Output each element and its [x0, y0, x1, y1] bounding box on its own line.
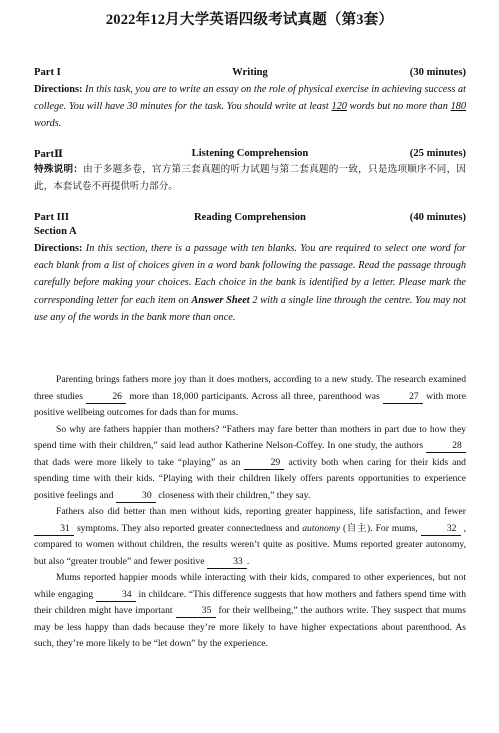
part1-directions-label: Directions: — [34, 84, 83, 95]
part2-time: (25 minutes) — [409, 148, 466, 159]
blank-28[interactable]: 28 — [426, 440, 466, 453]
blank-35[interactable]: 35 — [176, 605, 216, 618]
passage-paragraph-3: Fathers also did better than men without kids, reporting greater happiness, life satisfaction, and fewer 31 symptoms. They also reported greater connectedness and autonomy (自主). For mums, 32 , compared to women without children, the results weren’t quite as positive. Mums reported greater autonomy, but also “greater trouble” and fewer positive 33 . — [34, 506, 467, 567]
part1-directions — [34, 81, 466, 133]
blank-31[interactable]: 31 — [34, 523, 74, 536]
answer-sheet-label: Answer Sheet — [191, 294, 250, 306]
blank-30[interactable]: 30 — [116, 490, 156, 503]
passage-paragraph-1: Parenting brings fathers more joy than it does mothers, according to a new study. The research examined three studies 26 more than 18,000 participants. Across all three, parenthood was 27 with more positive wellbeing outcomes for dads than for mums. — [34, 374, 467, 418]
part2-header — [34, 148, 466, 160]
part1-time: (30 minutes) — [409, 67, 466, 78]
part3-directions-text-a: In this section, there is a passage with ten blanks. You are required to select one word for each blank from a list of choices given in a word bank following the passage. Read the passage through carefully before making your choices. Each choice in the bank is identified by a letter. Please mark the corresponding letter for each item on — [34, 243, 466, 306]
part1-max-words: 180 — [450, 101, 467, 113]
blank-29[interactable]: 29 — [244, 457, 284, 470]
part1-directions-text-c: words. — [34, 118, 62, 130]
part3-directions — [34, 240, 466, 326]
part1-min-words: 120 — [331, 101, 347, 113]
part1-header — [34, 67, 466, 78]
part1-name: Writing — [232, 67, 268, 78]
part2-note — [34, 161, 466, 195]
part3-label: Part III — [34, 212, 70, 223]
part3-time: (40 minutes) — [409, 212, 466, 223]
part1-directions-text-b: words but no more than — [349, 101, 448, 113]
blank-27[interactable]: 27 — [383, 391, 423, 404]
section-a-heading: Section A — [34, 226, 77, 237]
part2-name: Listening Comprehension — [191, 148, 309, 159]
passage-paragraph-4: Mums reported happier moods while interacting with their kids, compared to other experiences, but not while engaging 34 in childcare. “This difference suggests that how mothers and fathers spend time with their children might have important 35 for their wellbeing,” the authors write. They suspect that mums may be less happy than dads because they’re more likely to have higher expectations about parenthood. As such, they’re more likely to be “let down” by the experience. — [34, 572, 467, 649]
reading-passage — [34, 372, 466, 653]
document-title: 2022年12月大学英语四级考试真题（第3套） — [105, 12, 394, 28]
part1-label: Part I — [34, 67, 61, 78]
blank-33[interactable]: 33 — [207, 556, 247, 569]
part3-directions-text-b: 2 with a single line through the centre. You may not use any of the words in the bank more than once. — [34, 294, 467, 323]
part2-note-text: 由于多题多卷，官方第三套真题的听力试题与第二套真题的一致，只是选项顺序不同，因此，本套试卷不再提供听力部分。 — [34, 164, 467, 193]
part2-label: PartⅡ — [34, 149, 63, 160]
part2-note-label: 特殊说明： — [34, 164, 84, 175]
part3-header — [34, 212, 466, 223]
part3-name: Reading Comprehension — [194, 212, 306, 223]
part1-directions-text-a: In this task, you are to write an essay on the role of physical exercise in achieving success at college. You will have 30 minutes for the task. You should write at least — [34, 84, 466, 113]
passage-paragraph-2: So why are fathers happier than mothers? “Fathers may fare better than mothers in part due to how they spend time with their children,” said lead author Katherine Nelson-Coffey. In one study, the authors 28 that dads were more likely to take “playing” as an 29 activity both when caring for their kids and spending time with their kids. “Playing with their children likely offers parents opportunities to experience positive feelings and 30 closeness with their children,” they say. — [34, 423, 466, 501]
blank-34[interactable]: 34 — [96, 589, 136, 602]
blank-26[interactable]: 26 — [86, 391, 126, 404]
part3-directions-label: Directions: — [34, 243, 83, 254]
blank-32[interactable]: 32 — [421, 523, 461, 536]
